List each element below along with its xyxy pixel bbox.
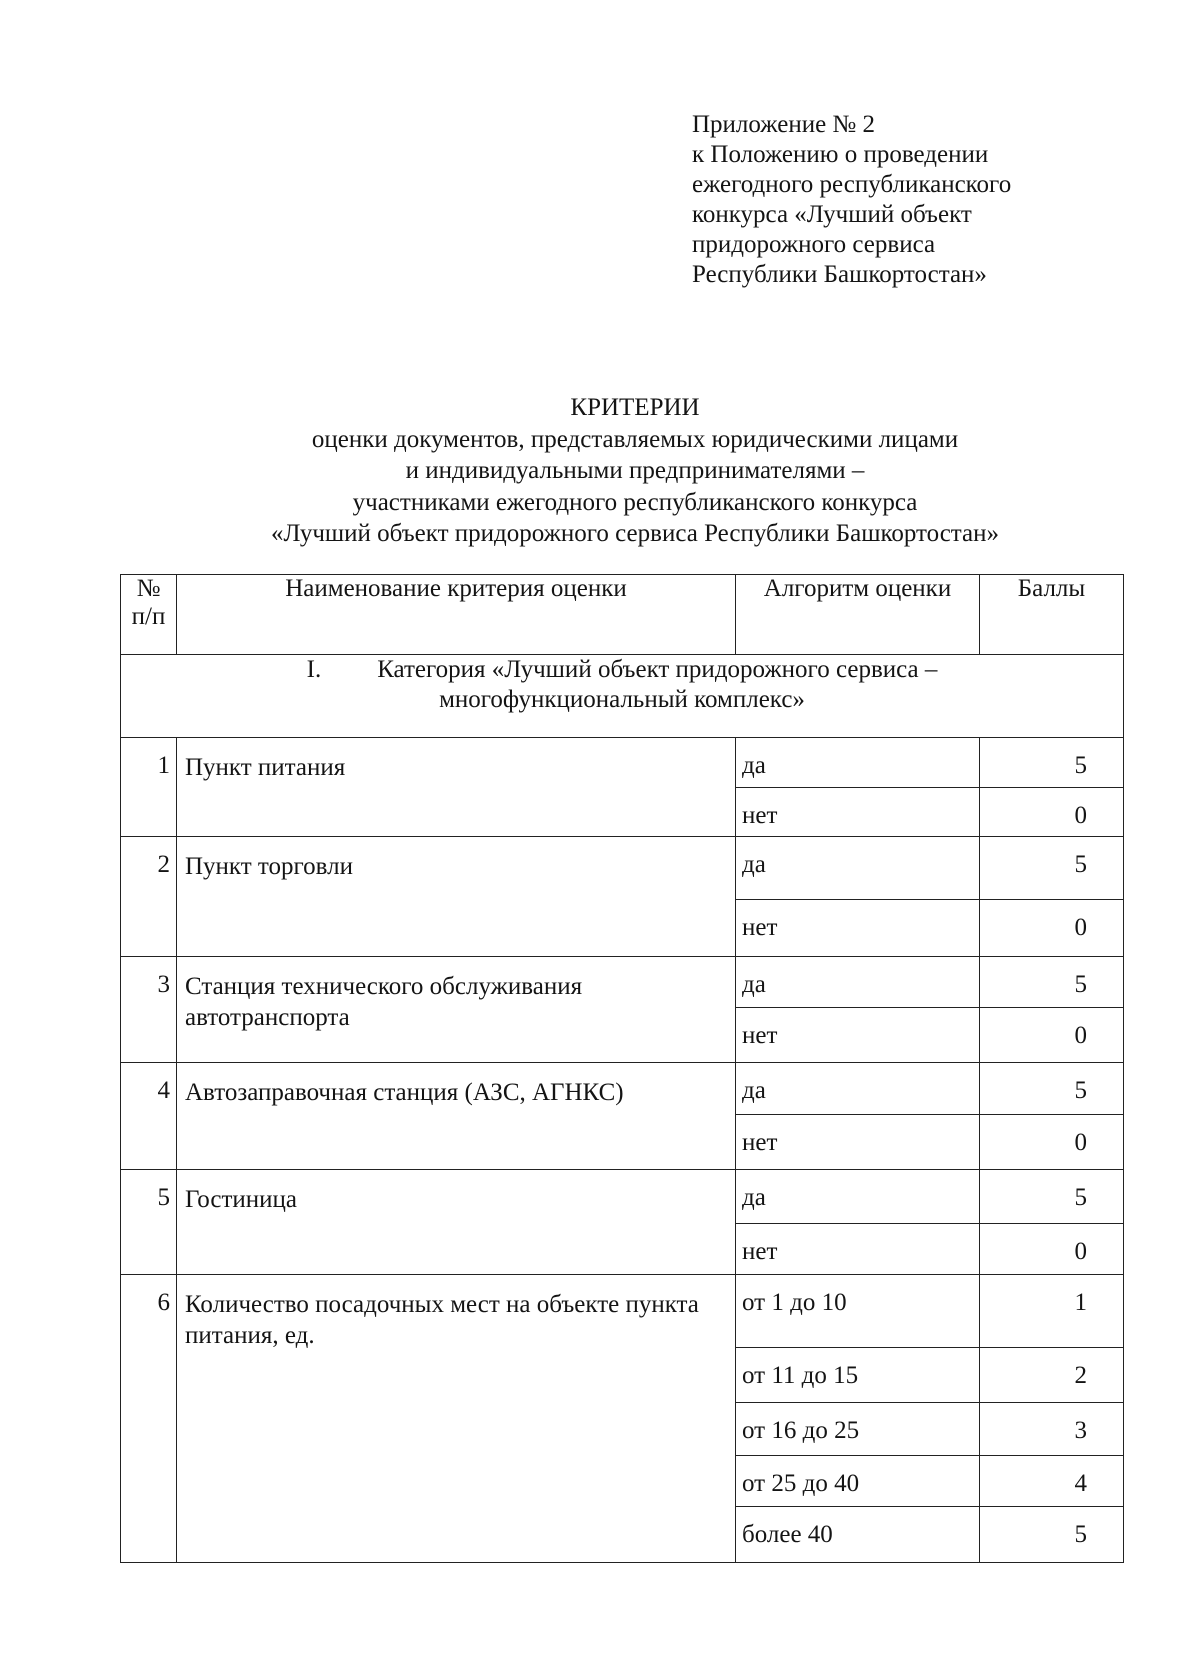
title-line: оценки документов, представляемых юридическими лицами (311, 425, 959, 453)
row-algorithm: нет (736, 788, 980, 837)
row-algorithm: от 25 до 40 (736, 1456, 980, 1507)
row-num: 3 (121, 957, 177, 1063)
table-row (121, 1170, 1124, 1224)
row-algorithm: от 11 до 15 (736, 1348, 980, 1403)
appendix-line: Республики Башкортостан» (692, 261, 987, 288)
criteria-table (120, 574, 1124, 1563)
title-line: «Лучший объект придорожного сервиса Республики Башкортостан» (270, 520, 1000, 547)
row-algorithm: нет (736, 1224, 980, 1275)
row-num: 6 (121, 1275, 177, 1563)
row-score: 4 (980, 1456, 1124, 1507)
header-algorithm: Алгоритм оценки (736, 575, 980, 655)
row-score: 0 (980, 1224, 1124, 1275)
row-num: 2 (121, 837, 177, 957)
table-row (121, 1275, 1124, 1348)
title-line: участниками ежегодного республиканского конкурса (352, 488, 918, 516)
table-row (121, 957, 1124, 1008)
title-line: и индивидуальными предпринимателями – (405, 457, 865, 484)
row-algorithm: да (736, 957, 980, 1008)
row-algorithm: от 1 до 10 (736, 1275, 980, 1348)
table-header-row (121, 575, 1124, 655)
row-score: 5 (980, 957, 1124, 1008)
row-num: 4 (121, 1063, 177, 1170)
row-name: Пункт питания (177, 738, 736, 837)
row-num: 1 (121, 738, 177, 837)
header-num (121, 575, 177, 655)
row-score: 3 (980, 1403, 1124, 1456)
header-num-line1: № (136, 575, 161, 602)
category-roman: I. (306, 656, 322, 683)
appendix-line: конкурса «Лучший объект (692, 201, 972, 228)
appendix-line: придорожного сервиса (692, 231, 936, 258)
row-score: 2 (980, 1348, 1124, 1403)
row-algorithm: нет (736, 1008, 980, 1063)
table-row (121, 1063, 1124, 1115)
row-score: 5 (980, 1170, 1124, 1224)
row-score: 5 (980, 1507, 1124, 1563)
row-algorithm: нет (736, 900, 980, 957)
row-algorithm: да (736, 738, 980, 788)
row-algorithm: да (736, 837, 980, 900)
row-algorithm: нет (736, 1115, 980, 1170)
appendix-note (692, 110, 1011, 290)
table-row (121, 837, 1124, 900)
row-name: Станция технического обслуживания автотранспорта (177, 957, 736, 1063)
header-score: Баллы (980, 575, 1124, 655)
appendix-line: ежегодного республиканского (692, 171, 1012, 198)
row-name: Автозаправочная станция (АЗС, АГНКС) (177, 1063, 736, 1170)
appendix-line: Приложение № 2 (692, 111, 876, 138)
row-algorithm: да (736, 1063, 980, 1115)
row-algorithm: более 40 (736, 1507, 980, 1563)
row-score: 0 (980, 1008, 1124, 1063)
category-cell (121, 655, 1124, 738)
header-name: Наименование критерия оценки (177, 575, 736, 655)
row-score: 0 (980, 788, 1124, 837)
category-line1: Категория «Лучший объект придорожного сервиса – (377, 656, 938, 683)
row-score: 5 (980, 1063, 1124, 1115)
row-name: Пункт торговли (177, 837, 736, 957)
row-algorithm: от 16 до 25 (736, 1403, 980, 1456)
row-name: Гостиница (177, 1170, 736, 1275)
appendix-line: к Положению о проведении (692, 141, 989, 168)
row-name: Количество посадочных мест на объекте пункта питания, ед. (177, 1275, 736, 1563)
row-num: 5 (121, 1170, 177, 1275)
category-line2: многофункциональный комплекс» (439, 686, 805, 713)
row-score: 5 (980, 837, 1124, 900)
row-algorithm: да (736, 1170, 980, 1224)
table-row (121, 738, 1124, 788)
document-title (0, 392, 1200, 550)
category-row (121, 655, 1124, 738)
row-score: 0 (980, 900, 1124, 957)
row-score: 5 (980, 738, 1124, 788)
row-score: 0 (980, 1115, 1124, 1170)
header-num-line2: п/п (131, 603, 166, 630)
title-heading: КРИТЕРИИ (570, 394, 700, 421)
row-score: 1 (980, 1275, 1124, 1348)
